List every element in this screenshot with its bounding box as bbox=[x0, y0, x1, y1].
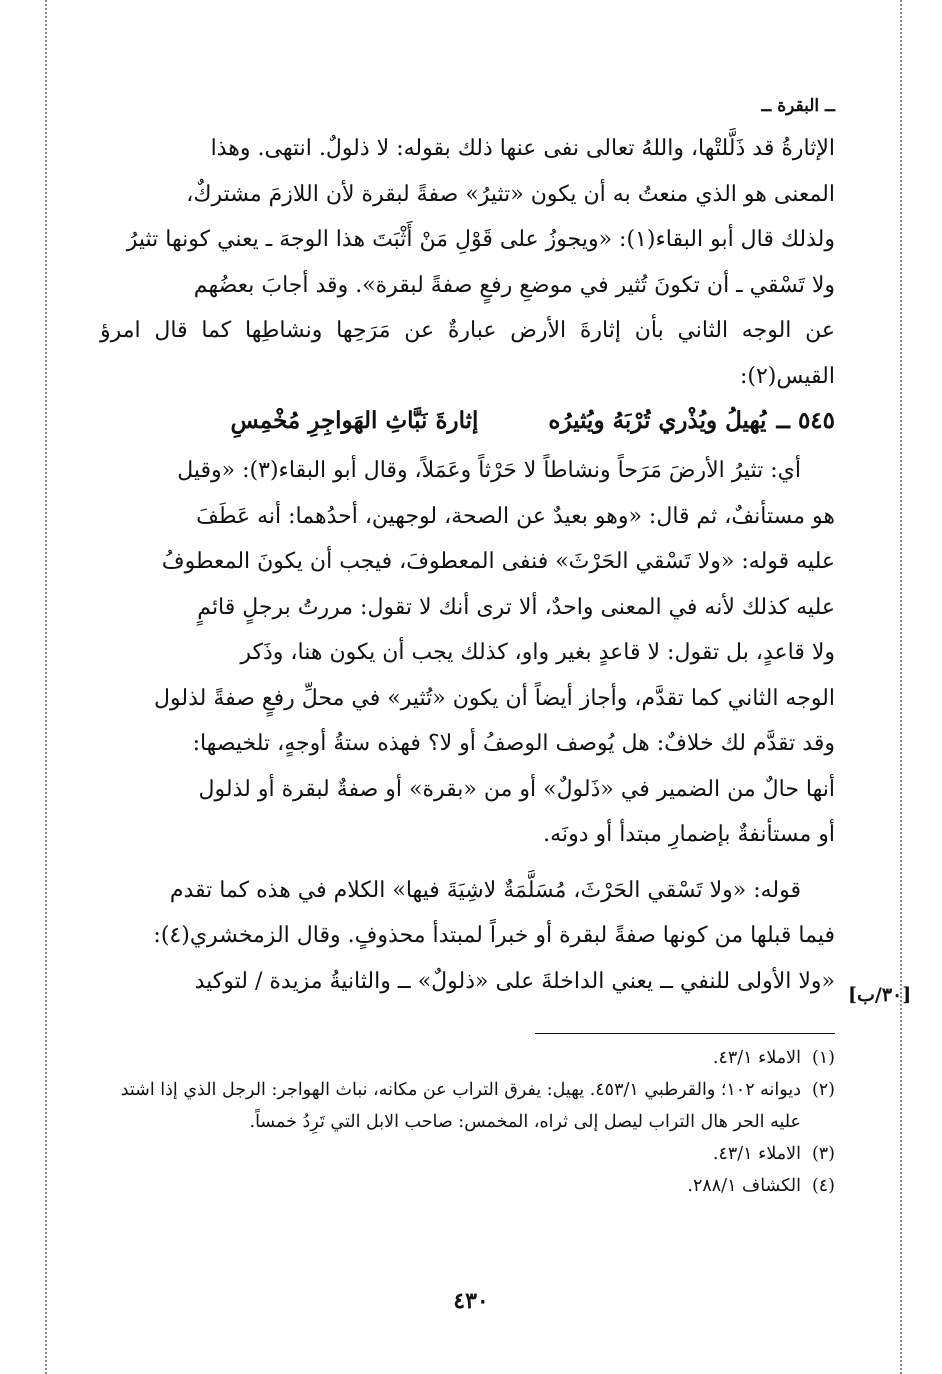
text-line: أو مستأنفةٌ بإضمارِ مبتدأ أو دونَه. bbox=[543, 822, 835, 847]
left-margin-dotted-line bbox=[45, 0, 47, 1374]
footnote-text: ديوانه ١٠٢؛ والقرطبي ٤٥٣/١. يهيل: يفرق التراب عن مكانه، نباث الهواجر: الرجل الذي إذا اشتد عليه الحر هال التراب ليصل إلى ثراه، المخمس: صاحب الابل التي تَرِدُ خمساً. bbox=[120, 1080, 801, 1132]
text-line: المعنى هو الذي منعتُ به أن يكون «تثيرُ» صفةً لبقرة لأن اللازمَ مشتركٌ، bbox=[186, 181, 835, 207]
text-line: الإثارةُ قد ذَلَّلتْها، واللهُ تعالى نفى عنها ذلك بقوله: لا ذلولٌ. انتهى. وهذا bbox=[210, 136, 835, 161]
right-margin-dotted-line bbox=[900, 0, 902, 1374]
footnote-text: الاملاء ٤٣/١. bbox=[712, 1144, 801, 1164]
footnote bbox=[100, 1170, 835, 1202]
verse-number: ٥٤٥ ــ bbox=[776, 407, 835, 434]
footnote bbox=[100, 1074, 835, 1138]
paragraph-3 bbox=[100, 868, 835, 1005]
text-line: عن الوجه الثاني بأن إثارةَ الأرض عبارةٌ عن مَرَحِها ونشاطِها كما قال امرؤ القيس(٢): bbox=[100, 318, 835, 389]
footnote-number: (٤) bbox=[811, 1176, 835, 1196]
paragraph-1 bbox=[100, 126, 835, 399]
footnote-separator bbox=[535, 1033, 835, 1034]
footnote-text: الكشاف ٢٨٨/١. bbox=[687, 1176, 801, 1196]
page-number: ٤٣٠ bbox=[453, 1288, 489, 1314]
paragraph-2 bbox=[100, 448, 835, 858]
footnote-text: الاملاء ٤٣/١. bbox=[712, 1048, 801, 1068]
text-line: أي: تثيرُ الأرضَ مَرَحاً ونشاطاً لا حَرْثاً وعَمَلاً، وقال أبو البقاء(٣): «وقيل bbox=[177, 458, 801, 483]
footnote-number: (١) bbox=[811, 1048, 835, 1068]
text-line: ولا قاعدٍ، بل تقول: لا قاعدٍ بغير واو، كذلك يجب أن يكون هنا، وذَكر bbox=[240, 640, 835, 665]
verse-second-hemistich: إثارةَ نَبَّاثِ الهَواجِرِ مُخْمِسِ bbox=[230, 407, 479, 434]
manuscript-folio-marker: [٣٠/ب] bbox=[848, 984, 912, 1006]
text-line: «ولا الأولى للنفي ــ يعني الداخلةَ على «ذلولٌ» ــ والثانيةُ مزيدة / لتوكيد bbox=[194, 968, 835, 994]
footnote-number: (٢) bbox=[811, 1080, 835, 1100]
text-line: عليه كذلك لأنه في المعنى واحدٌ، ألا ترى أنك لا تقول: مررتُ برجلٍ قائمٍ bbox=[197, 594, 835, 620]
footnote-number: (٣) bbox=[811, 1144, 835, 1164]
text-line: وقد تقدَّم لك خلافٌ: هل يُوصف الوصفُ أو لا؟ فهذه ستةُ أوجهٍ، تلخيصها: bbox=[192, 731, 835, 756]
text-line: ولا تَسْقي ـ أن تكونَ تُثير في موضعِ رفعٍ صفةً لبقرة». وقد أجابَ بعضُهم bbox=[193, 272, 835, 298]
footnotes bbox=[100, 1042, 835, 1202]
running-header: ــ البقرة ــ bbox=[761, 96, 835, 116]
verse-first-hemistich: يُهيلُ ويُذْري تُرْبَهُ ويُثيرُه bbox=[548, 407, 767, 434]
footnote bbox=[100, 1042, 835, 1074]
text-line: عليه قوله: «ولا تَسْقي الحَرْثَ» فنفى المعطوفَ، فيجب أن يكونَ المعطوفُ bbox=[161, 549, 835, 574]
text-line: هو مستأنفٌ، ثم قال: «وهو بعيدٌ عن الصحة، لوجهين، أحدُهما: أنه عَطَفَ bbox=[196, 503, 835, 529]
page-body bbox=[100, 96, 835, 1004]
text-line: قوله: «ولا تَسْقي الحَرْثَ، مُسَلَّمَةٌ لاشِيَةَ فيها» الكلام في هذه كما تقدم bbox=[169, 877, 801, 903]
poetry-verse bbox=[100, 407, 835, 434]
text-line: ولذلك قال أبو البقاء(١): «ويجوزُ على قَوْلِ مَنْ أَثْبَتَ هذا الوجهَ ـ يعني كونها تثيرُ bbox=[126, 227, 835, 252]
paragraph-gap bbox=[100, 858, 835, 868]
text-line: فيما قبلها من كونها صفةً لبقرة أو خبراً لمبتدأ محذوفٍ. وقال الزمخشري(٤): bbox=[153, 923, 835, 948]
text-line: أنها حالٌ من الضمير في «ذَلولٌ» أو من «بقرة» أو صفةٌ لبقرة أو لذلول bbox=[198, 776, 835, 802]
footnote bbox=[100, 1138, 835, 1170]
text-line: الوجه الثاني كما تقدَّم، وأجاز أيضاً أن يكون «تُثير» في محلِّ رفعٍ صفةً لذلول bbox=[154, 685, 835, 711]
